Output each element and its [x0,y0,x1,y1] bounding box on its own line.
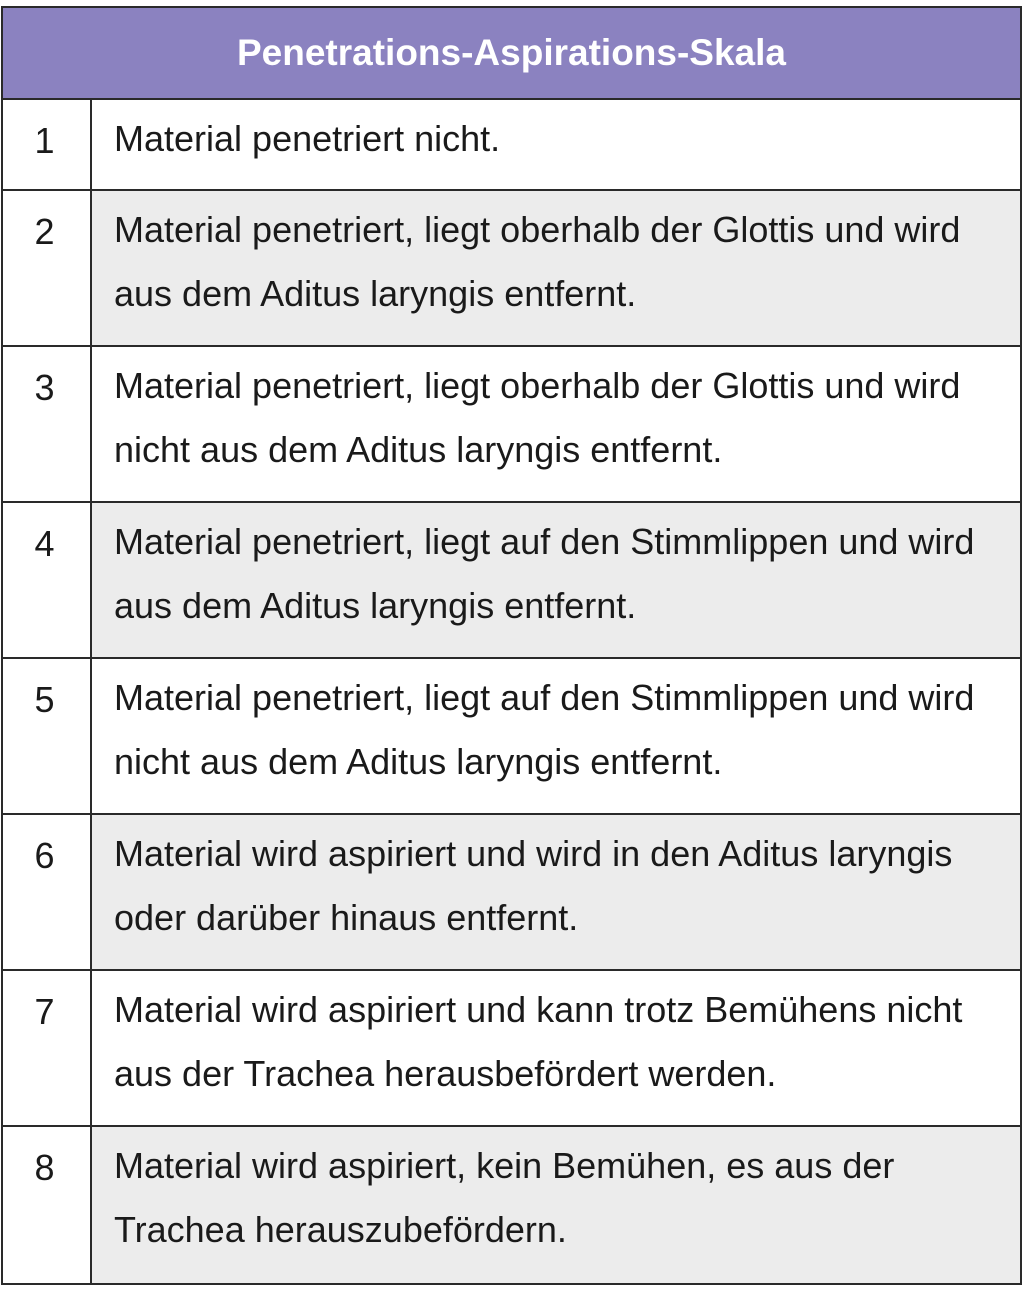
row-number: 8 [3,1127,92,1283]
table-row [3,503,1020,659]
row-description: Material wird aspiriert und kann trotz Bemühens nicht aus der Trachea herausbefördert werden. [114,989,963,1094]
row-number: 3 [3,347,92,501]
table-row [3,971,1020,1127]
row-number: 7 [3,971,92,1125]
row-number: 2 [3,191,92,345]
table-row [3,815,1020,971]
row-description: Material penetriert nicht. [114,118,501,159]
table-row [3,347,1020,503]
row-description: Material penetriert, liegt oberhalb der Glottis und wird aus dem Aditus laryngis entfernt. [114,209,961,314]
row-description: Material wird aspiriert und wird in den Aditus laryngis oder darüber hinaus entfernt. [114,833,953,938]
table-title: Penetrations-Aspirations-Skala [237,32,786,73]
table-row [3,1127,1020,1283]
row-description: Material wird aspiriert, kein Bemühen, es aus der Trachea herauszubefördern. [114,1145,895,1250]
row-number: 6 [3,815,92,969]
row-description: Material penetriert, liegt auf den Stimmlippen und wird aus dem Aditus laryngis entfernt. [114,521,975,626]
row-number: 5 [3,659,92,813]
row-number: 4 [3,503,92,657]
row-description: Material penetriert, liegt oberhalb der Glottis und wird nicht aus dem Aditus laryngis entfernt. [114,365,961,470]
row-description: Material penetriert, liegt auf den Stimmlippen und wird nicht aus dem Aditus laryngis entfernt. [114,677,975,782]
table-row [3,659,1020,815]
table-row [3,191,1020,347]
penetration-aspiration-table [1,6,1022,1285]
row-number: 1 [3,100,92,189]
